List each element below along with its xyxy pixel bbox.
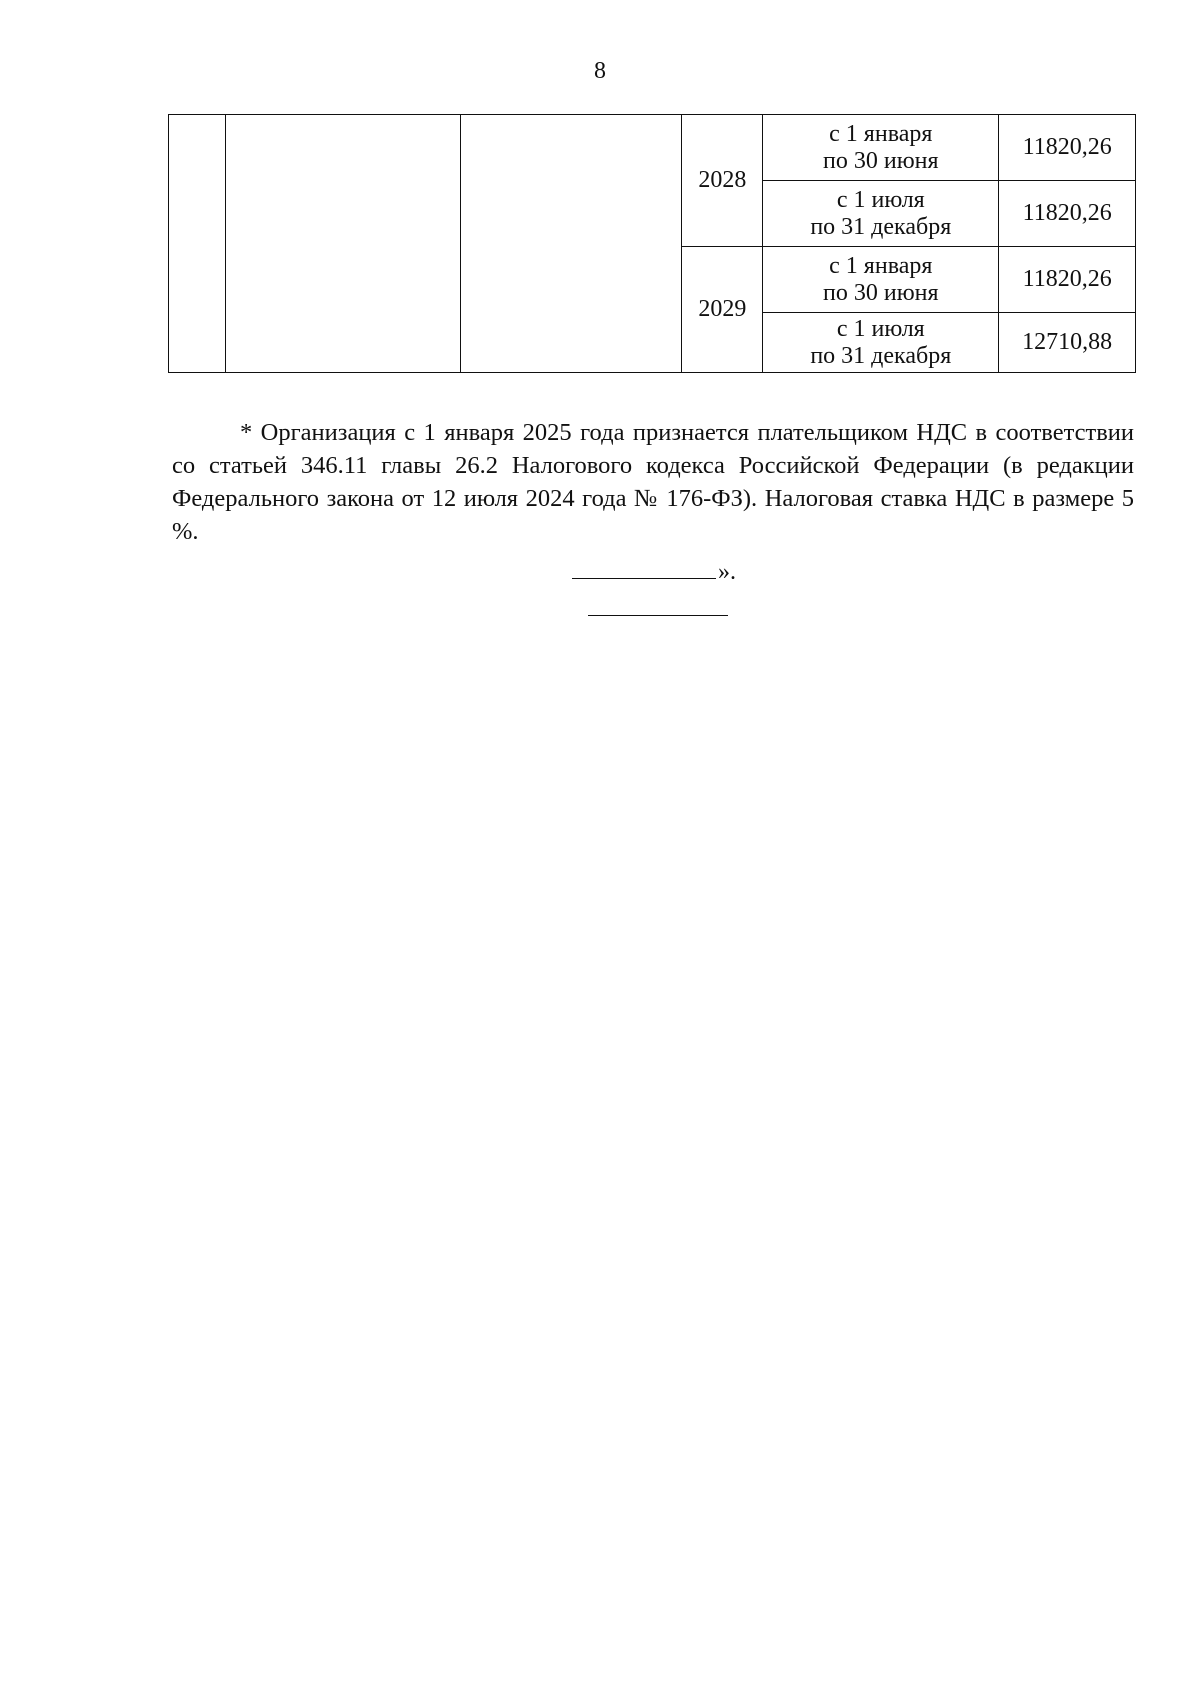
- period-cell: [763, 181, 999, 247]
- value-cell: 11820,26: [999, 247, 1136, 313]
- value-cell: 12710,88: [999, 313, 1136, 373]
- period-start: с 1 января: [829, 120, 933, 147]
- table-cell-empty: [225, 115, 461, 373]
- table-cell-empty: [169, 115, 226, 373]
- closing-line: [572, 556, 736, 586]
- period-cell: [763, 247, 999, 313]
- period-cell: [763, 313, 999, 373]
- value-cell: 11820,26: [999, 181, 1136, 247]
- page-number: 8: [594, 58, 606, 84]
- year-cell: 2029: [682, 247, 763, 373]
- tariff-table: [168, 114, 1136, 373]
- period-end: по 31 декабря: [810, 213, 952, 240]
- period-start: с 1 июля: [836, 186, 925, 213]
- period-end: по 31 декабря: [810, 342, 952, 369]
- period-start: с 1 января: [829, 252, 933, 279]
- table-row: [169, 115, 1136, 181]
- footnote: [172, 416, 1134, 548]
- table-cell-empty: [461, 115, 682, 373]
- closing-quote: ».: [718, 559, 736, 585]
- blank-line: [572, 556, 716, 579]
- period-start: с 1 июля: [836, 315, 925, 342]
- period-cell: [763, 115, 999, 181]
- value-cell: 11820,26: [999, 115, 1136, 181]
- year-cell: 2028: [682, 115, 763, 247]
- period-end: по 30 июня: [823, 279, 939, 306]
- period-end: по 30 июня: [823, 147, 939, 174]
- footnote-text: * Организация с 1 января 2025 года признается плательщиком НДС в соответствии со статьей 346.11 главы 26.2 Налогового кодекса Российской Федерации (в редакции Федерального закона от 12 июля 2024 года № 176-ФЗ). Налоговая ставка НДС в размере 5 %.: [172, 419, 1134, 545]
- end-rule: [588, 615, 728, 616]
